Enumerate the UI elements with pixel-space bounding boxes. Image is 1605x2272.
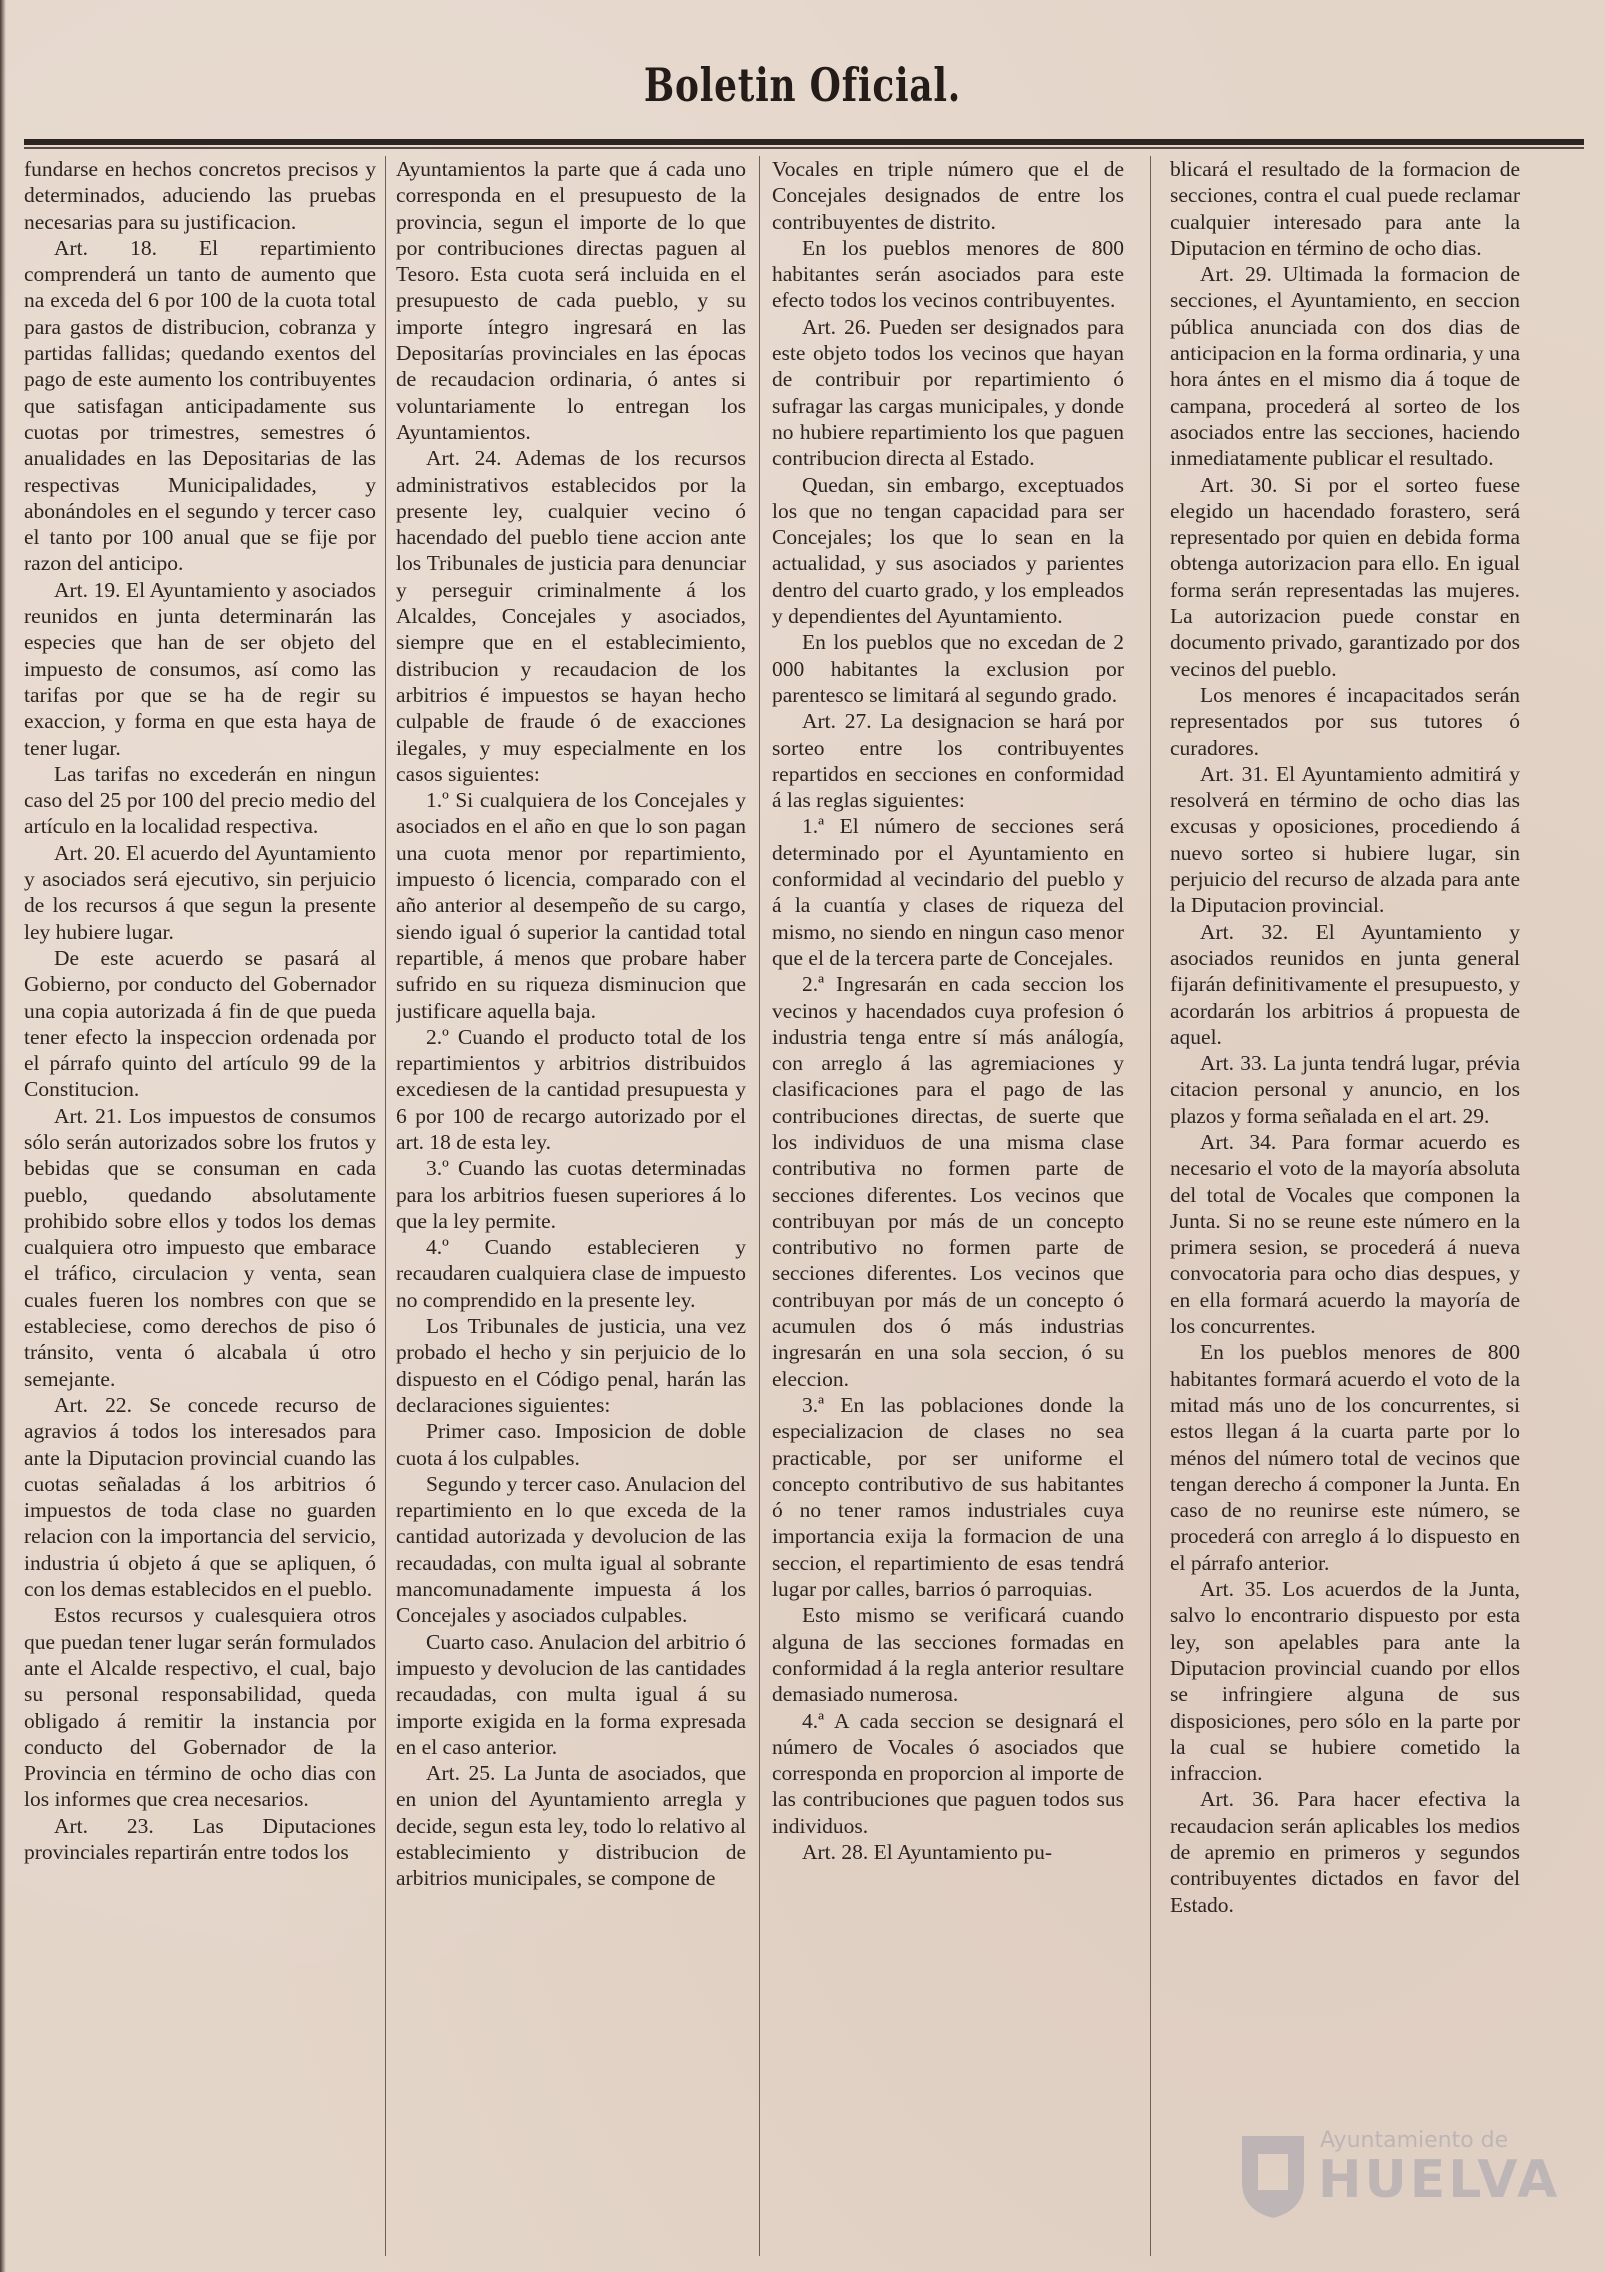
paragraph: Art. 18. El repartimiento comprenderá un tanto de aumento que na exceda del 6 por 100 de la cuota total para gastos de distribucion, cobranza y partidas fallidas; quedando exentos del pago de este aumento los contribuyentes que satisfagan anticipadamente sus cuotas por trimestres, semestres ó anualidades en las Depositarias de las respectivas Municipalidades, y abonándoles en el segundo y tercer caso el tanto por 100 anual que se fije por razon del anticipo.: [24, 235, 376, 576]
paragraph: Cuarto caso. Anulacion del arbitrio ó impuesto y devolucion de las cantidades recaudadas, con multa igual á su importe exigida en la forma expresada en el caso anterior.: [396, 1629, 746, 1759]
paragraph: En los pueblos menores de 800 habitantes formará acuerdo el voto de la mitad más uno de los concurrentes, si estos llegan á la cuarta parte por lo ménos del número total de vecinos que tengan derecho á componer la Junta. En caso de no reunirse este número, se procederá con arreglo á lo dispuesto en el párrafo anterior.: [1170, 1340, 1520, 1575]
paragraph: Quedan, sin embargo, exceptuados los que no tengan capacidad para ser Concejales; los que lo sean en la actualidad, y sus asociados y parientes dentro del cuarto grado, y los empleados y dependientes del Ayuntamiento.: [772, 472, 1124, 629]
paragraph: Art. 34. Para formar acuerdo es necesario el voto de la mayoría absoluta del total de Vocales que componen la Junta. Si no se reune este número en la primera sesion, se procederá á nueva convocatoria para ocho dias despues, y en ella formará acuerdo la mayoría de los concurrentes.: [1170, 1129, 1520, 1339]
paragraph: Los Tribunales de justicia, una vez probado el hecho y sin perjuicio de lo dispuesto en el Código penal, harán las declaraciones siguientes:: [396, 1314, 746, 1417]
watermark-line2: HUELVA: [1318, 2150, 1561, 2210]
paragraph: Art. 29. Ultimada la formacion de secciones, el Ayuntamiento, en seccion pública anunciada con dos dias de anticipacion en la forma ordinaria, y una hora ántes en el mismo dia á toque de campana, procederá al sorteo de los asociados entre las secciones, haciendo inmediatamente publicar el resultado.: [1170, 262, 1520, 471]
paragraph: 2.º Cuando el producto total de los repartimientos y arbitrios distribuidos excediesen de la cantidad presupuesta y 6 por 100 de recargo autorizado por el art. 18 de esta ley.: [396, 1024, 746, 1154]
paragraph: Art. 35. Los acuerdos de la Junta, salvo lo encontrario dispuesto por esta ley, son apelables para ante la Diputacion provincial cuando por ellos se infringiere alguna de sus disposiciones, pero sólo en la parte por la cual se hubiere cometido la infraccion.: [1170, 1577, 1520, 1786]
paragraph: 3.º Cuando las cuotas determinadas para los arbitrios fuesen superiores á lo que la ley permite.: [396, 1156, 746, 1233]
paragraph: Art. 36. Para hacer efectiva la recaudacion serán aplicables los medios de apremio en primeros y segundos contribuyentes dictados en favor del Estado.: [1170, 1787, 1520, 1917]
paragraph: Art. 19. El Ayuntamiento y asociados reunidos en junta determinarán las especies que han de ser objeto del impuesto de consumos, así como las tarifas por que se ha de regir su exaccion, y forma en que esta haya de tener lugar.: [24, 577, 376, 760]
paragraph: Art. 22. Se concede recurso de agravios á todos los interesados para ante la Diputacion provincial cuando las cuotas señaladas á los arbitrios ó impuestos de toda clase no guarden relacion con la importancia del servicio, industria ú objeto á que se apliquen, ó con los demas establecidos en el pueblo.: [24, 1392, 376, 1602]
paragraph: Esto mismo se verificará cuando alguna de las secciones formadas en conformidad á la regla anterior resultare demasiado numerosa.: [772, 1603, 1124, 1707]
paragraph: 4.º Cuando establecieren y recaudaren cualquiera clase de impuesto no comprendido en la presente ley.: [396, 1235, 746, 1312]
paragraph: Ayuntamientos la parte que á cada uno corresponda en el presupuesto de la provincia, segun el importe de lo que por contribuciones directas paguen al Tesoro. Esta cuota será incluida en el presupuesto de cada pueblo, y su importe íntegro ingresará en las Depositarías provinciales en las épocas de recaudacion ordinaria, ó antes si voluntariamente lo entregan los Ayuntamientos.: [396, 157, 746, 444]
text-column-3: [772, 156, 1124, 2256]
paragraph: Art. 23. Las Diputaciones provinciales repartirán entre todos los: [24, 1813, 376, 1864]
header-rule: [24, 139, 1584, 145]
paragraph: 2.ª Ingresarán en cada seccion los vecinos y hacendados cuya profesion ó industria tenga entre sí más análogía, con arreglo á las agremiaciones y clasificaciones para el pago de las contribuciones directas, de suerte que los individuos de una misma clase contributiva no formen parte de secciones diferentes. Los vecinos que contribuyan por más de un concepto contributivo no formen parte de secciones diferentes. Los vecinos que contribuyan por más de un concepto ó acumulen dos ó más industrias ingresarán en una sola seccion, ó su eleccion.: [772, 972, 1124, 1391]
page-binding-shadow: [0, 0, 6, 2272]
paragraph: Primer caso. Imposicion de doble cuota á los culpables.: [396, 1419, 746, 1470]
watermark-line1: Ayuntamiento de: [1320, 2128, 1509, 2153]
huelva-shield-icon: [1236, 2130, 1310, 2222]
paragraph: Art. 26. Pueden ser designados para este objeto todos los vecinos que hayan de contribuir por repartimiento ó sufragar las cargas municipales, y donde no hubiere repartimiento los que paguen contribucion directa al Estado.: [772, 314, 1124, 471]
paragraph: 4.ª A cada seccion se designará el número de Vocales ó asociados que corresponda en proporcion al importe de las contribuciones que paguen todos sus individuos.: [772, 1708, 1124, 1838]
paragraph: blicará el resultado de la formacion de secciones, contra el cual puede reclamar cualquier interesado para ante la Diputacion en término de ocho dias.: [1170, 157, 1520, 260]
paragraph: Art. 33. La junta tendrá lugar, prévia citacion personal y anuncio, en los plazos y forma señalada en el art. 29.: [1170, 1051, 1520, 1128]
paragraph: Art. 27. La designacion se hará por sorteo entre los contribuyentes repartidos en secciones en conformidad á las reglas siguientes:: [772, 709, 1124, 813]
paragraph: Art. 30. Si por el sorteo fuese elegido un hacendado forastero, será representado por quien en debida forma obtenga autorizacion para ello. En igual forma serán representadas las mujeres. La autorizacion puede constar en documento privado, garantizado por dos vecinos del pueblo.: [1170, 472, 1520, 681]
paragraph: fundarse en hechos concretos precisos y determinados, aduciendo las pruebas necesarias para su justificacion.: [24, 157, 376, 234]
column-divider-2: [759, 156, 760, 2256]
paragraph: En los pueblos que no excedan de 2 000 habitantes la exclusion por parentesco se limitará al segundo grado.: [772, 630, 1124, 707]
column-divider-1: [385, 156, 386, 2256]
paragraph: Art. 31. El Ayuntamiento admitirá y resolverá en término de ocho dias las excusas y oposiciones, procediendo á nuevo sorteo si hubiere lugar, sin perjuicio del recurso de alzada para ante la Diputacion provincial.: [1170, 761, 1520, 918]
paragraph: Vocales en triple número que el de Concejales designados de entre los contribuyentes de distrito.: [772, 157, 1124, 234]
paragraph: Art. 25. La Junta de asociados, que en union del Ayuntamiento arregla y decide, segun esta ley, todo lo relativo al establecimiento y distribucion de arbitrios municipales, se compone de: [396, 1761, 746, 1891]
text-column-4: [1170, 156, 1520, 2256]
page-title: Boletin Oficial.: [643, 58, 962, 112]
paragraph: Estos recursos y cualesquiera otros que puedan tener lugar serán formulados ante el Alcalde respectivo, el cual, bajo su personal responsabilidad, queda obligado á remitir la instancia por conducto del Gobernador de la Provincia en término de ocho dias con los informes que crea necesarios.: [24, 1603, 376, 1812]
paragraph: Art. 24. Ademas de los recursos administrativos establecidos por la presente ley, cualquier vecino ó hacendado del pueblo tiene accion ante los Tribunales de justicia para denunciar y perseguir criminalmente á los Alcaldes, Concejales y asociados, siempre que en el establecimiento, distribucion y recaudacion de los arbitrios é impuestos se hayan hecho culpable de fraude ó de exacciones ilegales, y muy especialmente en los casos siguientes:: [396, 446, 746, 786]
paragraph: 1.º Si cualquiera de los Concejales y asociados en el año en que lo son pagan una cuota menor por repartimiento, impuesto ó licencia, comparado con el año anterior al desempeño de su cargo, siendo igual ó superior la cantidad total repartible, á menos que probare haber sufrido en su riqueza disminucion que justificare aquella baja.: [396, 788, 746, 1023]
column-divider-3: [1150, 156, 1151, 2256]
header-rule-thin: [24, 147, 1584, 149]
paragraph: De este acuerdo se pasará al Gobierno, por conducto del Gobernador una copia autorizada á fin de que pueda tener efecto la inspeccion ordenada por el párrafo quinto del artículo 99 de la Constitucion.: [24, 945, 376, 1102]
archive-watermark: [1230, 2120, 1561, 2230]
paragraph: Art. 28. El Ayuntamiento pu-: [802, 1840, 1053, 1864]
paragraph: Art. 20. El acuerdo del Ayuntamiento y asociados será ejecutivo, sin perjuicio de los recursos á que segun la presente ley hubiere lugar.: [24, 840, 376, 944]
paragraph: Segundo y tercer caso. Anulacion del repartimiento en lo que exceda de la cantidad autorizada y devolucion de las recaudadas, con multa igual al sobrante mancomunadamente impuesta á los Concejales y asociados culpables.: [396, 1471, 746, 1628]
text-column-1: [24, 156, 376, 2256]
paragraph: 1.ª El número de secciones será determinado por el Ayuntamiento en conformidad al vecindario del pueblo y á la cuantía y clases de riqueza del mismo, no siendo en ningun caso menor que el de la tercera parte de Concejales.: [772, 814, 1124, 970]
paragraph: En los pueblos menores de 800 habitantes serán asociados para este efecto todos los vecinos contribuyentes.: [772, 235, 1124, 313]
paragraph: Art. 21. Los impuestos de consumos sólo serán autorizados sobre los frutos y bebidas que se consuman en cada pueblo, quedando absolutamente prohibido sobre ellos y todos los demas cualquiera otro impuesto que embarace el tráfico, circulacion y venta, sean cuales fueren los nombres con que se estableciese, como derechos de piso ó tránsito, venta ó alcabala ú otro semejante.: [24, 1103, 376, 1391]
paragraph: Las tarifas no excederán en ningun caso del 25 por 100 del precio medio del artículo en la localidad respectiva.: [24, 761, 376, 839]
paragraph: Los menores é incapacitados serán representados por sus tutores ó curadores.: [1170, 682, 1520, 760]
text-column-2: [396, 156, 746, 2256]
paragraph: Art. 32. El Ayuntamiento y asociados reunidos en junta general fijarán definitivamente el presupuesto, y acordarán los arbitrios á propuesta de aquel.: [1170, 919, 1520, 1049]
paragraph: 3.ª En las poblaciones donde la especializacion de clases no sea practicable, por ser uniforme el concepto contributivo de sus habitantes ó no tener ramos industriales cuya importancia exija la formacion de una seccion, el repartimiento de esas tendrá lugar por calles, barrios ó parroquias.: [772, 1392, 1124, 1602]
